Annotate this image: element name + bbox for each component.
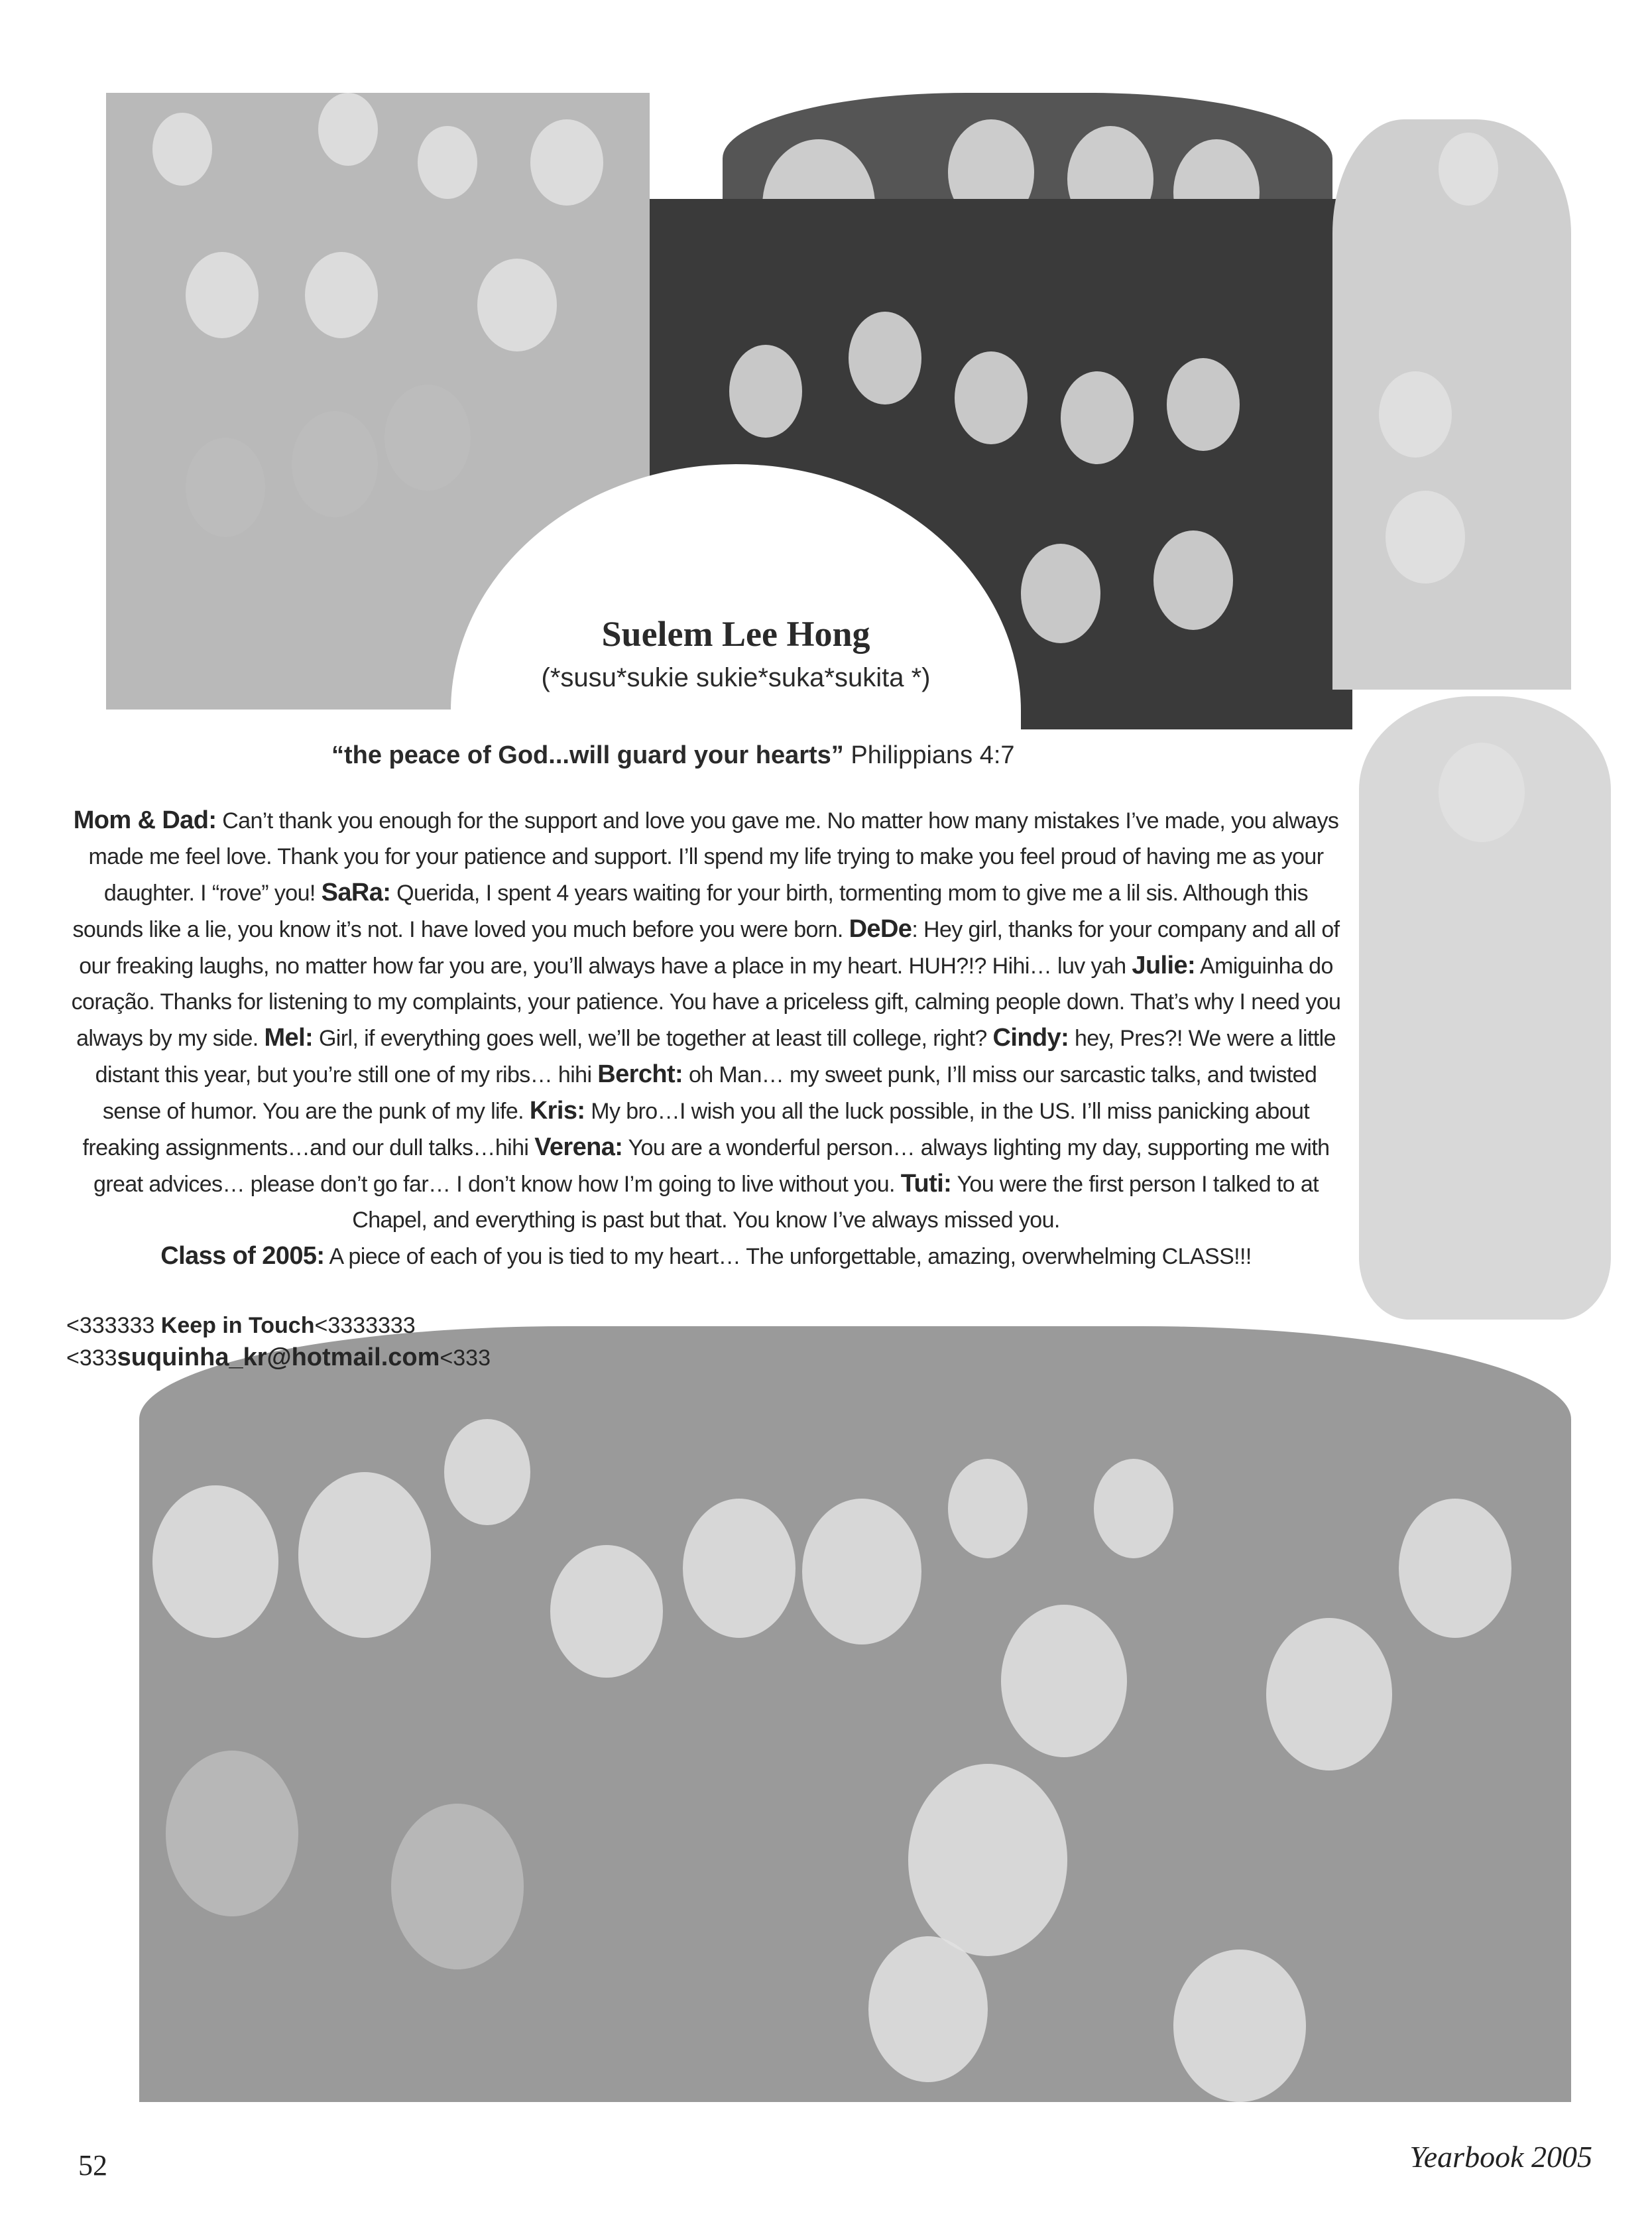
photo-face xyxy=(1439,133,1498,206)
photo-face xyxy=(318,93,378,166)
footer-title: Yearbook 2005 xyxy=(1409,2140,1592,2174)
dedication-text: : Hey girl, thanks for your company and all of our freaking laughs, no matter how far you are, you’ll always have a place in my heart. HUH?!? Hihi… luv yah xyxy=(79,917,1340,979)
hearts-suffix: <3333333 xyxy=(314,1313,416,1338)
photo-face xyxy=(477,259,557,351)
quote-source: Philippians 4:7 xyxy=(851,741,1015,769)
photo-face xyxy=(948,1459,1028,1558)
keep-in-touch-label: Keep in Touch xyxy=(160,1313,315,1338)
dedication-text: You were the first person I talked to at Chapel, and everything is past but that. You know I’ve always missed you. xyxy=(352,1172,1319,1233)
photo-face xyxy=(391,1804,524,1969)
quote-text: “the peace of God...will guard your hearts” xyxy=(331,741,844,769)
photo-face xyxy=(530,119,603,206)
email-address: suquinha_kr@hotmail.com xyxy=(117,1343,440,1371)
photo-little-girl xyxy=(1359,696,1611,1320)
photo-face xyxy=(418,126,477,199)
photo-face xyxy=(1001,1605,1127,1757)
dedication-name: Mel: xyxy=(264,1024,314,1052)
photo-face xyxy=(802,1499,921,1644)
dedication-text: Amiguinha do coração. Thanks for listening to my complaints, your patience. You have a priceless gift, calming people down. That’s why I need you always by my side. xyxy=(71,954,1341,1051)
hearts-suffix: <333 xyxy=(440,1345,491,1371)
photo-face xyxy=(550,1545,663,1678)
contact-info xyxy=(66,1310,491,1374)
dedication-text: oh Man… my sweet punk, I’ll miss our sarcastic talks, and twisted sense of humor. You are the punk of my life. xyxy=(102,1062,1317,1124)
hearts-prefix: <333333 xyxy=(66,1313,161,1338)
photo-face xyxy=(1379,371,1452,458)
photo-face xyxy=(186,438,265,537)
photo-face xyxy=(849,312,921,404)
photo-face xyxy=(1266,1618,1392,1770)
dedication-name: Julie: xyxy=(1132,952,1196,979)
dedication-text: My bro…I wish you all the luck possible, in the US. I’ll miss panicking about freaking assignments…and our dull talks…hihi xyxy=(82,1099,1310,1160)
photo-face xyxy=(186,252,259,338)
photo-face xyxy=(683,1499,796,1638)
photo-face xyxy=(1153,530,1233,630)
dedication-name: Class of 2005: xyxy=(160,1242,325,1270)
photo-collage-right xyxy=(1332,119,1571,690)
senior-message xyxy=(66,802,1346,1274)
dedication-text: Can’t thank you enough for the support and love you gave me. No matter how many mistakes I’ve made, you always made me feel love. Thank you for your patience and support. I’ll spend my life trying to make you feel proud of having me as your daughter. I “rove” you! xyxy=(88,808,1339,906)
dedication-name: Verena: xyxy=(534,1133,623,1161)
photo-face xyxy=(908,1764,1067,1956)
photo-face xyxy=(298,1472,431,1638)
photo-face xyxy=(955,351,1028,444)
photo-face xyxy=(1094,1459,1173,1558)
photo-face xyxy=(1061,371,1134,464)
senior-quote xyxy=(331,741,1260,770)
email-line xyxy=(66,1341,491,1374)
student-name: Suelem Lee Hong xyxy=(601,614,870,654)
dedication-name: SaRa: xyxy=(321,879,391,906)
photo-face xyxy=(868,1936,988,2082)
photo-face xyxy=(1167,358,1240,451)
photo-face xyxy=(1439,743,1525,842)
dedication-name: Cindy: xyxy=(992,1024,1069,1052)
photo-face xyxy=(1399,1499,1511,1638)
photo-face xyxy=(1173,1950,1306,2102)
dedication-name: Kris: xyxy=(529,1097,585,1125)
dedication-text: Querida, I spent 4 years waiting for your birth, tormenting mom to give me a lil sis. Although this sounds like a lie, you know it’s not. I have loved you much before you were born. xyxy=(72,881,1309,942)
dedication-name: DeDe xyxy=(849,915,912,943)
keep-in-touch-line xyxy=(66,1310,491,1341)
photo-face xyxy=(444,1419,530,1525)
dedication-name: Bercht: xyxy=(597,1060,683,1088)
photo-face xyxy=(305,252,378,338)
photo-face xyxy=(152,1485,278,1638)
dedication-name: Mom & Dad: xyxy=(73,806,217,834)
dedication-name: Tuti: xyxy=(900,1170,952,1198)
photo-face xyxy=(1386,491,1465,584)
dedication-text: A piece of each of you is tied to my heart… The unforgettable, amazing, overwhelming CLASS!!! xyxy=(324,1244,1252,1269)
photo-face xyxy=(1021,544,1100,643)
dedication-text: You are a wonderful person… always lighting my day, supporting me with great advices… please don’t go far… I don’t know how I’m going to live without you. xyxy=(93,1135,1330,1197)
hearts-prefix: <333 xyxy=(66,1345,117,1371)
photo-face xyxy=(166,1751,298,1916)
photo-collage-friends-bottom xyxy=(139,1326,1571,2102)
photo-face xyxy=(729,345,802,438)
photo-face xyxy=(292,411,378,517)
page-number: 52 xyxy=(78,2149,107,2182)
student-nicknames: (*susu*sukie sukie*suka*sukita *) xyxy=(541,663,931,692)
dedication-text: hey, Pres?! We were a little distant this year, but you’re still one of my ribs… hihi xyxy=(95,1026,1336,1087)
photo-face xyxy=(152,113,212,186)
dedication-text: Girl, if everything goes well, we’ll be together at least till college, right? xyxy=(313,1026,993,1051)
photo-face xyxy=(384,385,471,491)
